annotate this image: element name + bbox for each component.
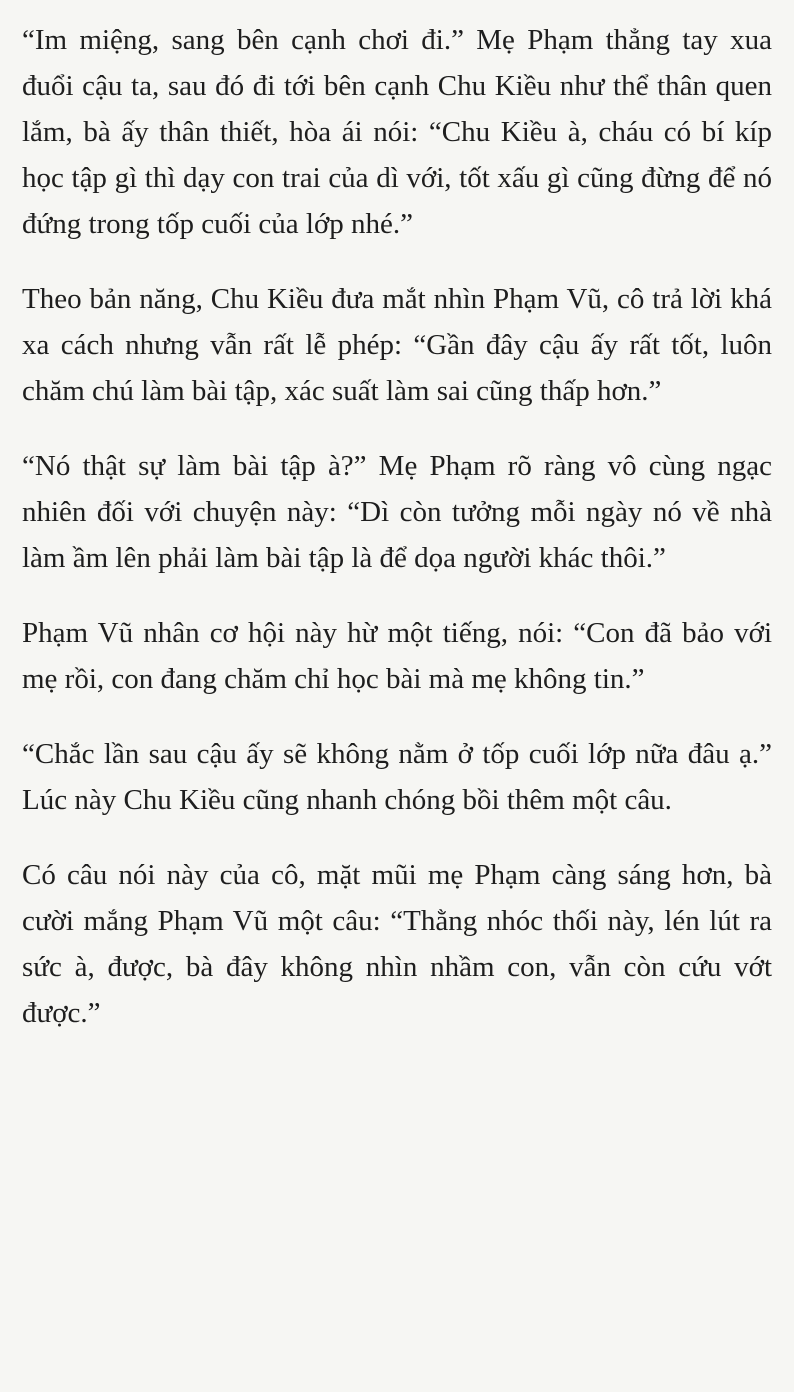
novel-paragraph: “Im miệng, sang bên cạnh chơi đi.” Mẹ Phạm thẳng tay xua đuổi cậu ta, sau đó đi tới bên cạnh Chu Kiều như thể thân quen lắm, bà ấy thân thiết, hòa ái nói: “Chu Kiều à, cháu có bí kíp học tập gì thì dạy con trai của dì với, tốt xấu gì cũng đừng để nó đứng trong tốp cuối của lớp nhé.”	[22, 24, 772, 240]
novel-paragraph: “Chắc lần sau cậu ấy sẽ không nằm ở tốp cuối lớp nữa đâu ạ.” Lúc này Chu Kiều cũng nhanh chóng bồi thêm một câu.	[22, 738, 772, 816]
novel-paragraph: “Nó thật sự làm bài tập à?” Mẹ Phạm rõ ràng vô cùng ngạc nhiên đối với chuyện này: “Dì còn tưởng mỗi ngày nó về nhà làm ầm lên phải làm bài tập là để dọa người khác thôi.”	[22, 450, 772, 574]
novel-paragraph: Theo bản năng, Chu Kiều đưa mắt nhìn Phạm Vũ, cô trả lời khá xa cách nhưng vẫn rất lễ phép: “Gần đây cậu ấy rất tốt, luôn chăm chú làm bài tập, xác suất làm sai cũng thấp hơn.”	[22, 283, 772, 407]
novel-paragraph: Phạm Vũ nhân cơ hội này hừ một tiếng, nói: “Con đã bảo với mẹ rồi, con đang chăm chỉ học bài mà mẹ không tin.”	[22, 617, 772, 695]
novel-paragraph: Có câu nói này của cô, mặt mũi mẹ Phạm càng sáng hơn, bà cười mắng Phạm Vũ một câu: “Thằng nhóc thối này, lén lút ra sức à, được, bà đây không nhìn nhầm con, vẫn còn cứu vớt được.”	[22, 859, 772, 1029]
